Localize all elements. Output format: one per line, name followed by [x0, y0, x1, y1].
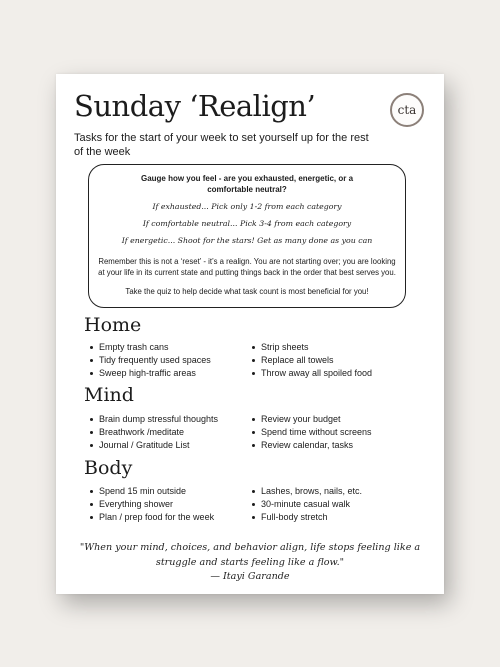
section-heading-body: Body: [84, 457, 133, 479]
intro-question: Gauge how you feel - are you exhausted, energetic, or a comfortable neutral?: [140, 174, 354, 194]
page-title: Sunday ‘Realign’: [74, 89, 316, 123]
section-heading-home: Home: [84, 314, 142, 336]
list-item: Strip sheets: [252, 341, 372, 354]
logo-text: cta: [397, 103, 417, 117]
list-item: Replace all towels: [252, 354, 372, 367]
list-item: Review calendar, tasks: [252, 439, 372, 452]
list-item: Tidy frequently used spaces: [90, 354, 211, 367]
intro-box: [88, 164, 406, 308]
body-list-right: [252, 485, 362, 524]
brand-logo: [390, 93, 424, 127]
list-item: Brain dump stressful thoughts: [90, 413, 218, 426]
home-list-left: [90, 341, 211, 380]
list-item: Everything shower: [90, 498, 214, 511]
home-list-right: [252, 341, 372, 380]
list-item: Lashes, brows, nails, etc.: [252, 485, 362, 498]
list-item: Sweep high-traffic areas: [90, 367, 211, 380]
mind-list-right: [252, 413, 372, 452]
list-item: Review your budget: [252, 413, 372, 426]
document-page: [56, 74, 444, 594]
page-subtitle: Tasks for the start of your week to set yourself up for the rest of the week: [74, 132, 369, 158]
intro-option-neutral: If comfortable neutral... Pick 3-4 from each category: [142, 219, 352, 228]
mind-list-left: [90, 413, 218, 452]
list-item: Empty trash cans: [90, 341, 211, 354]
list-item: Throw away all spoiled food: [252, 367, 372, 380]
section-heading-mind: Mind: [84, 384, 134, 406]
list-item: Journal / Gratitude List: [90, 439, 218, 452]
intro-option-exhausted: If exhausted... Pick only 1-2 from each category: [152, 202, 342, 211]
intro-quiz-text: Take the quiz to help decide what task count is most beneficial for you!: [125, 287, 369, 296]
intro-option-energetic: If energetic... Shoot for the stars! Get as many done as you can: [121, 236, 373, 245]
list-item: Breathwork /meditate: [90, 426, 218, 439]
list-item: Spend 15 min outside: [90, 485, 214, 498]
list-item: Full-body stretch: [252, 511, 362, 524]
list-item: Spend time without screens: [252, 426, 372, 439]
list-item: Plan / prep food for the week: [90, 511, 214, 524]
quote-author: — Itayi Garande: [210, 571, 290, 582]
body-list-left: [90, 485, 214, 524]
closing-quote: "When your mind, choices, and behavior align, life stops feeling like a struggle and starts feeling like a flow.": [79, 542, 421, 568]
list-item: 30-minute casual walk: [252, 498, 362, 511]
intro-note: Remember this is not a ‘reset’ - it’s a realign. You are not starting over; you are looking at your life in its current state and putting things back in the order that best serves you.: [98, 257, 396, 277]
